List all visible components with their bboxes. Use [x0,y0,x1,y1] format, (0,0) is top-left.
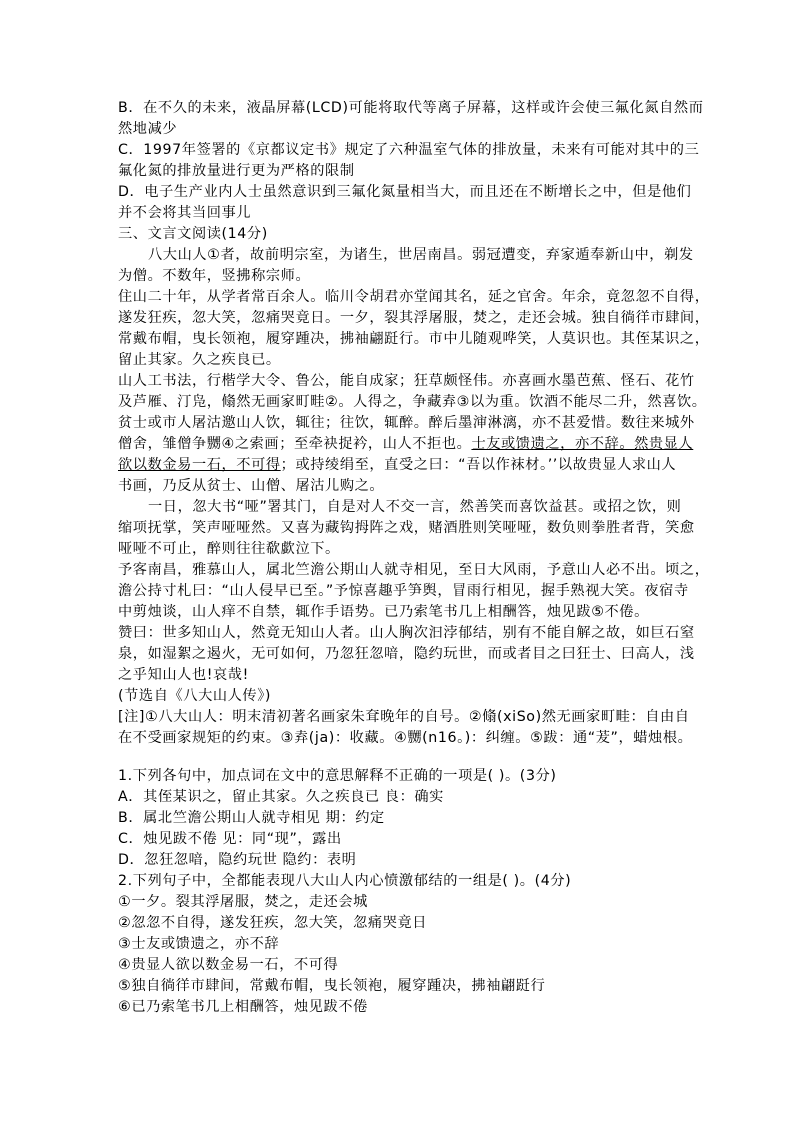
text-line [118,787,698,808]
line-text: ⑥已乃索笔书几上相酬答，烛见跋不倦 [118,999,368,1015]
text-line [118,766,698,787]
text-line [118,808,698,829]
line-text: 2.下列句子中，全都能表现八大山人内心愤激郁结的一组是( )。(4分) [118,873,572,889]
line-text: 澹公持寸札曰：“山人侵早已至。”予惊喜趣乎笋舆，冒雨行相见，握手熟视大笑。夜宿寺 [118,583,689,599]
line-text: ②忽忽不自得，遂发狂疾，忽大笑，忽痛哭竟日 [118,915,428,931]
text-line [118,602,698,623]
line-text: C．1997年签署的《京都议定书》规定了六种温室气体的排放量，未来有可能对其中的三 [118,142,700,158]
line-text: (节选自《八大山人传》) [118,688,272,704]
line-text: 八大山人①者，故前明宗室，为诸生，世居南昌。弱冠遭变，弃家遁奉新山中，剃发 [148,247,694,263]
line-text: 并不会将其当回事儿 [118,205,252,221]
text-line [118,413,698,434]
line-text: D．电子生产业内人士虽然意识到三氟化氮量相当大，而且还在不断增长之中，但是他们 [118,184,692,200]
text-line [118,119,698,140]
underlined-text: 欲以数金易一石，不可得 [118,457,281,473]
line-text: 之乎知山人也!哀哉! [118,667,249,683]
text-line [118,560,710,581]
line-text: 留止其家。久之疾良已。 [118,352,281,368]
text-line [118,497,698,518]
text-line [118,850,698,871]
text-line [118,140,698,161]
line-text: 三、文言文阅读(14分) [118,226,268,242]
text-line [118,976,698,997]
text-line [118,476,698,497]
underlined-text: 士友或馈遗之，亦不辞。然贵显人 [471,436,694,452]
line-text: C．烛见跋不倦 见：同“现”，露出 [118,831,342,847]
text-line [118,266,698,287]
line-text: 一日，忽大书“哑”署其门，自是对人不交一言，然善笑而喜饮益甚。或招之饮，则 [148,499,682,515]
text-line [118,434,698,455]
line-text: 山人工书法，行楷学大令、鲁公，能自成家；狂草颇怪伟。亦喜画水墨芭蕉、怪石、花竹 [118,373,695,389]
line-text: 中剪烛谈，山人痒不自禁，辄作手语势。已乃索笔书几上相酬答，烛见跋⑤不倦。 [118,604,649,620]
line-text: 赞曰：世多知山人，然竟无知山人者。山人胸次汩浡郁结，别有不能自解之故，如巨石窒 [118,625,695,641]
line-text: 住山二十年，从学者常百余人。临川令胡君亦堂闻其名，延之官舍。年余，竟忽忽不自得， [118,289,710,305]
text-line [118,644,698,665]
text-line [118,287,710,308]
text-line [118,161,698,182]
line-text: 僧舍，雏僧争嬲④之索画；至牵袂捉衿，山人不拒也。 [118,436,472,452]
line-text: ③士友或馈遗之，亦不辞 [118,936,280,952]
line-text: B．在不久的未来，液晶屏幕(LCD)可能将取代等离子屏幕，这样或许会使三氟化氮自然而 [118,100,704,116]
line-text: [注]①八大山人：明末清初著名画家朱耷晚年的自号。②翛(xiSo)然无画家町畦：自由自 [118,709,690,725]
text-line [118,686,698,707]
line-text: 在不受画家规矩的约束。③弆(ja)：收藏。④嬲(n16。)：纠缠。⑤跋：通“茇”，蜡烛根。 [118,730,693,746]
line-text: 泉，如湿絮之遏火，无可如何，乃忽狂忽喑，隐约玩世，而或者目之曰狂士、曰高人，浅 [118,646,695,662]
line-text: A．其侄某识之，留止其家。久之疾良已 良：确实 [118,789,444,805]
line-text: 哑哑不可止，醉则往往欷歔泣下。 [118,541,340,557]
text-line [118,581,698,602]
line-text: 予客南昌，雅慕山人，属北竺澹公期山人就寺相见，至日大风雨，予意山人必不出。顷之， [118,562,710,578]
text-line [118,329,710,350]
line-text: 遂发狂疾，忽大笑，忽痛哭竟日。一夕，裂其浮屠服，焚之，走还会城。独自徜徉市肆间， [118,310,710,326]
line-text: ⑤独自徜徉市肆间，常戴布帽，曳长领袍，履穿踵决，拂袖翩跹行 [118,978,546,994]
line-text: B．属北竺澹公期山人就寺相见 期：约定 [118,810,385,826]
text-line [118,350,698,371]
text-line [118,913,698,934]
line-text: 贫士或市人屠沽邀山人饮，辄往；往饮，辄醉。醉后墨渖淋漓，亦不甚爱惜。数往来城外 [118,415,695,431]
text-line [118,98,704,119]
document-body [118,98,710,1018]
text-line [118,518,698,539]
line-text: 然地减少 [118,121,178,137]
line-text: ①一夕。裂其浮屠服，焚之，走还会城 [118,894,368,910]
text-line [118,665,698,686]
text-line [118,829,698,850]
text-line [118,871,698,892]
text-line [118,623,698,644]
text-line [118,245,698,266]
text-line [118,203,698,224]
text-line [118,934,698,955]
line-text: 及芦雁、汀凫，翛然无画家町畦②。人得之，争藏弆③以为重。饮酒不能尽二升，然喜饮。 [118,394,707,410]
text-line [118,539,698,560]
text-line [118,955,698,976]
text-line [118,392,707,413]
line-text: 1.下列各句中，加点词在文中的意思解释不正确的一项是( )。(3分) [118,768,557,784]
text-line [118,455,698,476]
line-text: 氟化氮的排放量进行更为严格的限制 [118,163,355,179]
text-line [118,182,698,203]
text-line [118,224,698,245]
line-text: ④贵显人欲以数金易一石，不可得 [118,957,339,973]
line-text: 书画，乃反从贫士、山僧、屠沽儿购之。 [118,478,385,494]
text-line [118,308,710,329]
text-line [118,707,698,728]
line-text-after: ；或持绫绢至，直受之曰：“吾以作袜材。’’以故贵显人求山人 [280,457,677,473]
text-line [118,892,698,913]
text-line [118,371,698,392]
line-text: D．忽狂忽喑，隐约玩世 隐约：表明 [118,852,357,868]
line-text: 为僧。不数年，竖拂称宗师。 [118,268,311,284]
text-line [118,997,698,1018]
line-text: 缩项抚掌，笑声哑哑然。又喜为藏钩拇阵之戏，赌酒胜则笑哑哑，数负则拳胜者背，笑愈 [118,520,695,536]
line-text: 常戴布帽，曳长领袍，履穿踵决，拂袖翩跹行。市中儿随观哗笑，人莫识也。其侄某识之， [118,331,710,347]
text-line [118,728,698,749]
